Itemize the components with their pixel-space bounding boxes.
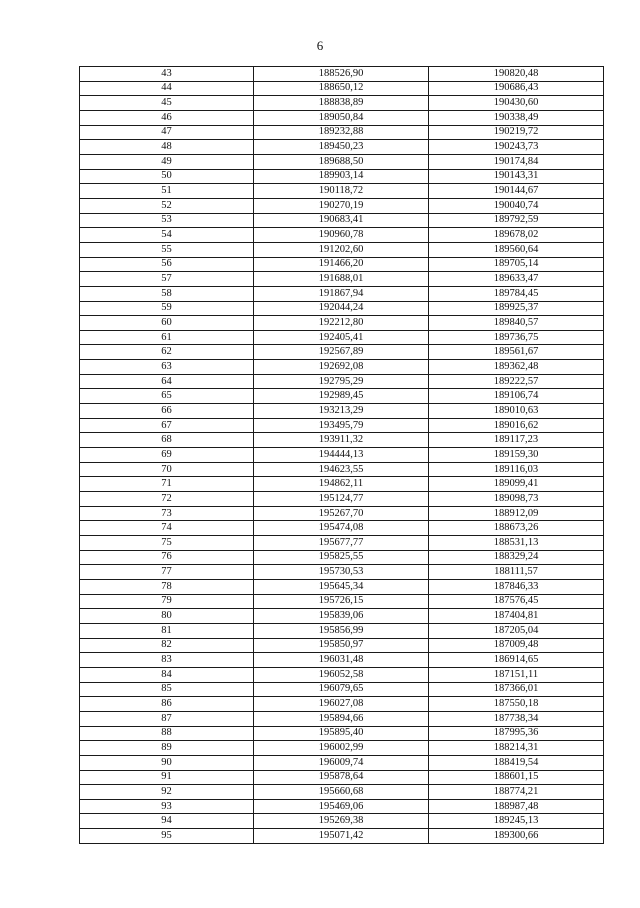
point-number-cell: 67: [80, 418, 254, 433]
point-number-cell: 45: [80, 96, 254, 111]
point-number-cell: 86: [80, 697, 254, 712]
y-coordinate-cell: 186914,65: [429, 653, 604, 668]
x-coordinate-cell: 195124,77: [254, 492, 429, 507]
point-number-cell: 60: [80, 316, 254, 331]
point-number-cell: 68: [80, 433, 254, 448]
x-coordinate-cell: 193911,32: [254, 433, 429, 448]
table-row: [80, 67, 604, 82]
table-row: [80, 154, 604, 169]
x-coordinate-cell: 195895,40: [254, 726, 429, 741]
x-coordinate-cell: 196009,74: [254, 755, 429, 770]
point-number-cell: 66: [80, 404, 254, 419]
point-number-cell: 92: [80, 785, 254, 800]
y-coordinate-cell: 189840,57: [429, 316, 604, 331]
table-row: [80, 448, 604, 463]
x-coordinate-cell: 192795,29: [254, 374, 429, 389]
point-number-cell: 91: [80, 770, 254, 785]
y-coordinate-cell: 188987,48: [429, 799, 604, 814]
table-row: [80, 316, 604, 331]
y-coordinate-cell: 187151,11: [429, 667, 604, 682]
point-number-cell: 82: [80, 638, 254, 653]
point-number-cell: 90: [80, 755, 254, 770]
table-row: [80, 565, 604, 580]
point-number-cell: 54: [80, 228, 254, 243]
table-row: [80, 667, 604, 682]
point-number-cell: 57: [80, 272, 254, 287]
table-row: [80, 550, 604, 565]
y-coordinate-cell: 188419,54: [429, 755, 604, 770]
table-row: [80, 301, 604, 316]
y-coordinate-cell: 189016,62: [429, 418, 604, 433]
coordinates-table-body: [80, 67, 604, 844]
x-coordinate-cell: 188526,90: [254, 67, 429, 82]
point-number-cell: 65: [80, 389, 254, 404]
x-coordinate-cell: 195071,42: [254, 829, 429, 844]
x-coordinate-cell: 190683,41: [254, 213, 429, 228]
y-coordinate-cell: 189705,14: [429, 257, 604, 272]
table-row: [80, 638, 604, 653]
x-coordinate-cell: 192989,45: [254, 389, 429, 404]
point-number-cell: 46: [80, 110, 254, 125]
table-row: [80, 345, 604, 360]
y-coordinate-cell: 188329,24: [429, 550, 604, 565]
y-coordinate-cell: 189925,37: [429, 301, 604, 316]
x-coordinate-cell: 195878,64: [254, 770, 429, 785]
y-coordinate-cell: 189561,67: [429, 345, 604, 360]
point-number-cell: 59: [80, 301, 254, 316]
point-number-cell: 64: [80, 374, 254, 389]
point-number-cell: 94: [80, 814, 254, 829]
y-coordinate-cell: 189098,73: [429, 492, 604, 507]
table-row: [80, 272, 604, 287]
point-number-cell: 80: [80, 609, 254, 624]
x-coordinate-cell: 192212,80: [254, 316, 429, 331]
x-coordinate-cell: 195645,34: [254, 579, 429, 594]
y-coordinate-cell: 190243,73: [429, 140, 604, 155]
point-number-cell: 85: [80, 682, 254, 697]
table-row: [80, 418, 604, 433]
table-row: [80, 228, 604, 243]
y-coordinate-cell: 187738,34: [429, 711, 604, 726]
table-row: [80, 286, 604, 301]
x-coordinate-cell: 193495,79: [254, 418, 429, 433]
point-number-cell: 81: [80, 623, 254, 638]
table-row: [80, 184, 604, 199]
x-coordinate-cell: 194862,11: [254, 477, 429, 492]
x-coordinate-cell: 190960,78: [254, 228, 429, 243]
y-coordinate-cell: 189245,13: [429, 814, 604, 829]
table-row: [80, 594, 604, 609]
y-coordinate-cell: 190144,67: [429, 184, 604, 199]
x-coordinate-cell: 189050,84: [254, 110, 429, 125]
point-number-cell: 63: [80, 360, 254, 375]
y-coordinate-cell: 189560,64: [429, 242, 604, 257]
table-row: [80, 814, 604, 829]
y-coordinate-cell: 190219,72: [429, 125, 604, 140]
table-row: [80, 726, 604, 741]
x-coordinate-cell: 192567,89: [254, 345, 429, 360]
x-coordinate-cell: 195856,99: [254, 623, 429, 638]
table-row: [80, 257, 604, 272]
table-row: [80, 653, 604, 668]
table-row: [80, 81, 604, 96]
x-coordinate-cell: 191867,94: [254, 286, 429, 301]
x-coordinate-cell: 188838,89: [254, 96, 429, 111]
point-number-cell: 56: [80, 257, 254, 272]
table-row: [80, 96, 604, 111]
table-row: [80, 169, 604, 184]
point-number-cell: 69: [80, 448, 254, 463]
point-number-cell: 78: [80, 579, 254, 594]
x-coordinate-cell: 191688,01: [254, 272, 429, 287]
page-number: 6: [316, 38, 324, 53]
y-coordinate-cell: 189010,63: [429, 404, 604, 419]
table-row: [80, 799, 604, 814]
table-row: [80, 536, 604, 551]
table-row: [80, 579, 604, 594]
y-coordinate-cell: 188111,57: [429, 565, 604, 580]
table-row: [80, 682, 604, 697]
x-coordinate-cell: 196052,58: [254, 667, 429, 682]
x-coordinate-cell: 194444,13: [254, 448, 429, 463]
x-coordinate-cell: 195660,68: [254, 785, 429, 800]
table-row: [80, 389, 604, 404]
x-coordinate-cell: 190270,19: [254, 198, 429, 213]
point-number-cell: 76: [80, 550, 254, 565]
table-row: [80, 110, 604, 125]
table-row: [80, 741, 604, 756]
y-coordinate-cell: 188531,13: [429, 536, 604, 551]
table-row: [80, 506, 604, 521]
point-number-cell: 72: [80, 492, 254, 507]
point-number-cell: 88: [80, 726, 254, 741]
point-number-cell: 70: [80, 462, 254, 477]
point-number-cell: 89: [80, 741, 254, 756]
x-coordinate-cell: 194623,55: [254, 462, 429, 477]
y-coordinate-cell: 187576,45: [429, 594, 604, 609]
coordinates-table: [79, 66, 604, 844]
point-number-cell: 43: [80, 67, 254, 82]
table-row: [80, 198, 604, 213]
y-coordinate-cell: 190338,49: [429, 110, 604, 125]
table-row: [80, 623, 604, 638]
table-row: [80, 521, 604, 536]
x-coordinate-cell: 196031,48: [254, 653, 429, 668]
y-coordinate-cell: 189792,59: [429, 213, 604, 228]
x-coordinate-cell: 191202,60: [254, 242, 429, 257]
x-coordinate-cell: 196079,65: [254, 682, 429, 697]
x-coordinate-cell: 195726,15: [254, 594, 429, 609]
point-number-cell: 93: [80, 799, 254, 814]
y-coordinate-cell: 188214,31: [429, 741, 604, 756]
x-coordinate-cell: 188650,12: [254, 81, 429, 96]
y-coordinate-cell: 187366,01: [429, 682, 604, 697]
x-coordinate-cell: 193213,29: [254, 404, 429, 419]
point-number-cell: 58: [80, 286, 254, 301]
table-row: [80, 242, 604, 257]
y-coordinate-cell: 190820,48: [429, 67, 604, 82]
y-coordinate-cell: 188673,26: [429, 521, 604, 536]
x-coordinate-cell: 195269,38: [254, 814, 429, 829]
x-coordinate-cell: 195825,55: [254, 550, 429, 565]
y-coordinate-cell: 189099,41: [429, 477, 604, 492]
table-row: [80, 770, 604, 785]
point-number-cell: 83: [80, 653, 254, 668]
point-number-cell: 62: [80, 345, 254, 360]
table-row: [80, 125, 604, 140]
point-number-cell: 61: [80, 330, 254, 345]
y-coordinate-cell: 190143,31: [429, 169, 604, 184]
point-number-cell: 50: [80, 169, 254, 184]
x-coordinate-cell: 192692,08: [254, 360, 429, 375]
y-coordinate-cell: 189106,74: [429, 389, 604, 404]
x-coordinate-cell: 189450,23: [254, 140, 429, 155]
point-number-cell: 48: [80, 140, 254, 155]
x-coordinate-cell: 192405,41: [254, 330, 429, 345]
point-number-cell: 44: [80, 81, 254, 96]
table-row: [80, 462, 604, 477]
y-coordinate-cell: 187995,36: [429, 726, 604, 741]
point-number-cell: 51: [80, 184, 254, 199]
x-coordinate-cell: 195730,53: [254, 565, 429, 580]
x-coordinate-cell: 195267,70: [254, 506, 429, 521]
y-coordinate-cell: 188774,21: [429, 785, 604, 800]
table-row: [80, 477, 604, 492]
x-coordinate-cell: 189903,14: [254, 169, 429, 184]
x-coordinate-cell: 196027,08: [254, 697, 429, 712]
x-coordinate-cell: 191466,20: [254, 257, 429, 272]
table-row: [80, 374, 604, 389]
y-coordinate-cell: 190430,60: [429, 96, 604, 111]
x-coordinate-cell: 195850,97: [254, 638, 429, 653]
table-row: [80, 140, 604, 155]
y-coordinate-cell: 189678,02: [429, 228, 604, 243]
point-number-cell: 79: [80, 594, 254, 609]
x-coordinate-cell: 195839,06: [254, 609, 429, 624]
y-coordinate-cell: 187550,18: [429, 697, 604, 712]
y-coordinate-cell: 187009,48: [429, 638, 604, 653]
y-coordinate-cell: 189222,57: [429, 374, 604, 389]
x-coordinate-cell: 196002,99: [254, 741, 429, 756]
table-row: [80, 711, 604, 726]
x-coordinate-cell: 189688,50: [254, 154, 429, 169]
table-row: [80, 829, 604, 844]
x-coordinate-cell: 195677,77: [254, 536, 429, 551]
table-row: [80, 697, 604, 712]
table-row: [80, 433, 604, 448]
y-coordinate-cell: 187846,33: [429, 579, 604, 594]
y-coordinate-cell: 189159,30: [429, 448, 604, 463]
y-coordinate-cell: 189117,23: [429, 433, 604, 448]
table-row: [80, 755, 604, 770]
x-coordinate-cell: 195894,66: [254, 711, 429, 726]
point-number-cell: 55: [80, 242, 254, 257]
x-coordinate-cell: 190118,72: [254, 184, 429, 199]
y-coordinate-cell: 189784,45: [429, 286, 604, 301]
y-coordinate-cell: 189362,48: [429, 360, 604, 375]
point-number-cell: 74: [80, 521, 254, 536]
y-coordinate-cell: 189116,03: [429, 462, 604, 477]
table-row: [80, 330, 604, 345]
y-coordinate-cell: 189633,47: [429, 272, 604, 287]
y-coordinate-cell: 188912,09: [429, 506, 604, 521]
point-number-cell: 87: [80, 711, 254, 726]
point-number-cell: 53: [80, 213, 254, 228]
y-coordinate-cell: 189300,66: [429, 829, 604, 844]
y-coordinate-cell: 190174,84: [429, 154, 604, 169]
table-row: [80, 492, 604, 507]
table-row: [80, 404, 604, 419]
x-coordinate-cell: 195474,08: [254, 521, 429, 536]
table-row: [80, 609, 604, 624]
point-number-cell: 77: [80, 565, 254, 580]
point-number-cell: 49: [80, 154, 254, 169]
point-number-cell: 52: [80, 198, 254, 213]
point-number-cell: 95: [80, 829, 254, 844]
table-row: [80, 213, 604, 228]
x-coordinate-cell: 195469,06: [254, 799, 429, 814]
y-coordinate-cell: 190040,74: [429, 198, 604, 213]
point-number-cell: 84: [80, 667, 254, 682]
y-coordinate-cell: 190686,43: [429, 81, 604, 96]
point-number-cell: 73: [80, 506, 254, 521]
point-number-cell: 71: [80, 477, 254, 492]
y-coordinate-cell: 187404,81: [429, 609, 604, 624]
y-coordinate-cell: 187205,04: [429, 623, 604, 638]
x-coordinate-cell: 189232,88: [254, 125, 429, 140]
point-number-cell: 75: [80, 536, 254, 551]
y-coordinate-cell: 189736,75: [429, 330, 604, 345]
x-coordinate-cell: 192044,24: [254, 301, 429, 316]
table-row: [80, 360, 604, 375]
y-coordinate-cell: 188601,15: [429, 770, 604, 785]
point-number-cell: 47: [80, 125, 254, 140]
table-row: [80, 785, 604, 800]
